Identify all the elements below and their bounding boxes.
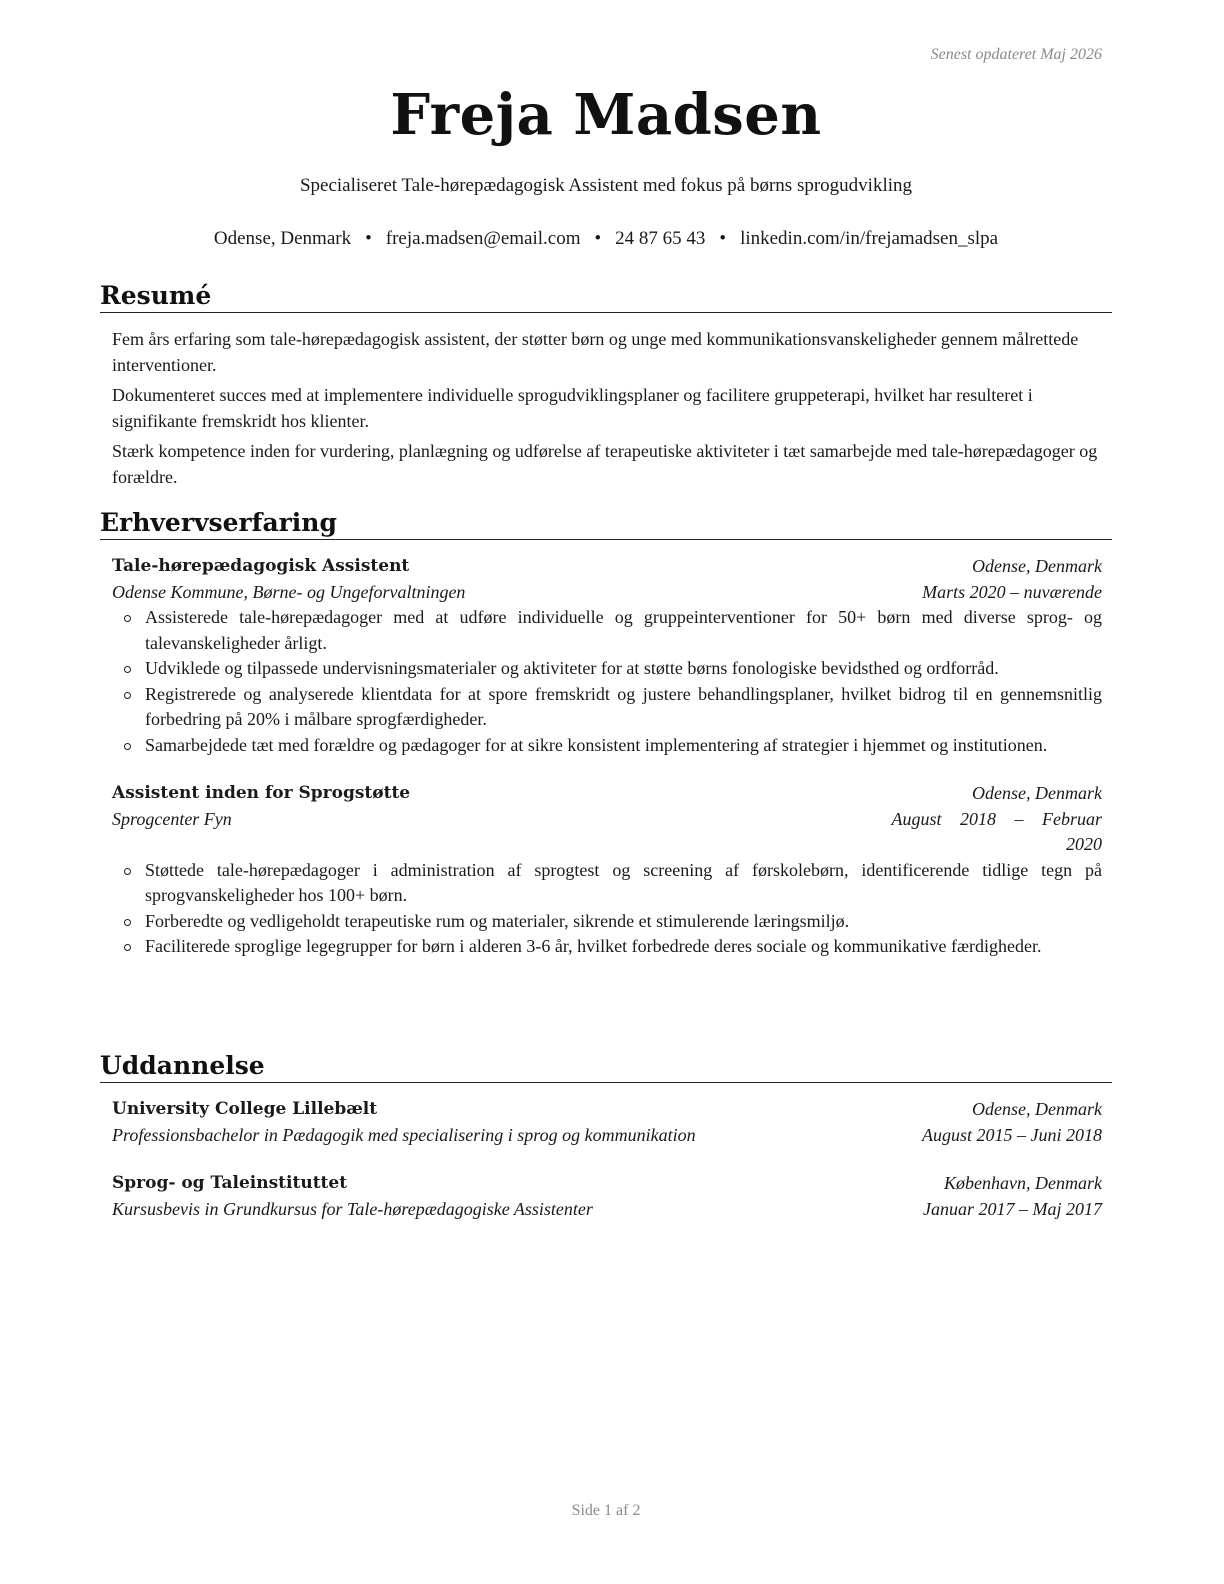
school-location: København, Denmark — [944, 1173, 1102, 1193]
degree: Professionsbachelor in Pædagogik med specialisering i sprog og kommunikation — [112, 1124, 696, 1145]
education-entry — [100, 1171, 1112, 1222]
bullet-separator: • — [594, 228, 602, 249]
education-dates: August 2015 – Juni 2018 — [922, 1124, 1102, 1145]
job-employer: Sprogcenter Fyn — [112, 808, 232, 829]
education-dates: Januar 2017 – Maj 2017 — [923, 1198, 1102, 1219]
school-name: Sprog- og Taleinstituttet — [112, 1173, 348, 1193]
tagline: Specialiseret Tale-hørepædagogisk Assistent med fokus på børns sprogudvikling — [299, 175, 913, 196]
list-item: Registrerede og analyserede klientdata for at spore fremskridt og justere behandlingsplaner, hvilket bidrog til en gennemsnitlig forbedring på 20% i målbare sprogfærdigheder. — [145, 682, 1102, 733]
school-name: University College Lillebælt — [112, 1099, 378, 1119]
summary-paragraph: Stærk kompetence inden for vurdering, planlægning og udførelse af terapeutiske aktiviteter i tæt samarbejde med tale-hørepædagoger og forældre. — [112, 441, 1098, 487]
bullet-separator: • — [365, 228, 372, 249]
section-heading-education: Uddannelse — [100, 1050, 1112, 1083]
contact-email-link[interactable]: freja.madsen@email.com — [385, 228, 581, 249]
list-item: Forberedte og vedligeholdt terapeutiske rum og materialer, sikrende et stimulerende læringsmiljø. — [145, 909, 1102, 935]
job-dates — [892, 807, 1103, 858]
last-updated: Senest opdateret Maj 2026 — [930, 46, 1102, 63]
list-item: Støttede tale-hørepædagoger i administration af sprogtest og screening af førskolebørn, identificerende tidlige tegn på sprogvanskeligheder hos 100+ børn. — [145, 858, 1102, 909]
list-item: Faciliterede sproglige legegrupper for børn i alderen 3-6 år, hvilket forbedrede deres sociale og kommunikative færdigheder. — [145, 934, 1102, 960]
summary-paragraph: Fem års erfaring som tale-hørepædagogisk assistent, der støtter børn og unge med kommunikationsvanskeligheder gennem målrettede interventioner. — [112, 329, 1079, 375]
education-section — [100, 1050, 1112, 1222]
job-title: Assistent inden for Sprogstøtte — [112, 783, 411, 803]
contact-line — [0, 228, 1212, 250]
summary-section — [100, 280, 1112, 495]
education-entry — [100, 1097, 1112, 1148]
list-item: Assisterede tale-hørepædagoger med at udføre individuelle og gruppeinterventioner for 50+ børn med diverse sprog- og talevanskeligheder årligt. — [145, 605, 1102, 656]
job-dates-line: 2020 — [1066, 834, 1102, 854]
bullet-separator: • — [719, 228, 727, 249]
summary-paragraph: Dokumenteret succes med at implementere individuelle sprogudviklingsplaner og facilitere gruppeterapi, hvilket har resulteret i signifikante fremskridt hos klienter. — [112, 385, 1033, 431]
job-dates: Marts 2020 – nuværende — [922, 581, 1102, 602]
job-bullets — [112, 605, 1102, 758]
degree: Kursusbevis in Grundkursus for Tale-hørepædagogiske Assistenter — [112, 1198, 593, 1219]
list-item: Samarbejdede tæt med forældre og pædagoger for at sikre konsistent implementering af strategier i hjemmet og institutionen. — [145, 733, 1102, 759]
job-location: Odense, Denmark — [972, 783, 1102, 803]
page-number: Side 1 af 2 — [571, 1502, 641, 1519]
job-employer: Odense Kommune, Børne- og Ungeforvaltningen — [112, 581, 466, 602]
job-location: Odense, Denmark — [972, 556, 1102, 576]
candidate-name: Freja Madsen — [390, 82, 822, 148]
job-title: Tale-hørepædagogisk Assistent — [112, 556, 410, 576]
job-entry — [100, 554, 1112, 758]
section-heading-summary: Resumé — [100, 280, 1112, 313]
summary-body — [100, 327, 1112, 490]
contact-phone: 24 87 65 43 — [615, 228, 706, 249]
contact-linkedin-link[interactable]: linkedin.com/in/frejamadsen_slpa — [740, 228, 999, 249]
job-dates-line: August 2018 – Februar — [891, 808, 1102, 829]
experience-section — [100, 507, 1112, 960]
contact-location: Odense, Denmark — [213, 228, 352, 249]
school-location: Odense, Denmark — [972, 1099, 1102, 1119]
job-bullets — [112, 858, 1102, 960]
job-entry — [100, 781, 1112, 960]
section-heading-experience: Erhvervserfaring — [100, 507, 1112, 540]
list-item: Udviklede og tilpassede undervisningsmaterialer og aktiviteter for at støtte børns fonologiske bevidsthed og ordforråd. — [145, 656, 1102, 682]
